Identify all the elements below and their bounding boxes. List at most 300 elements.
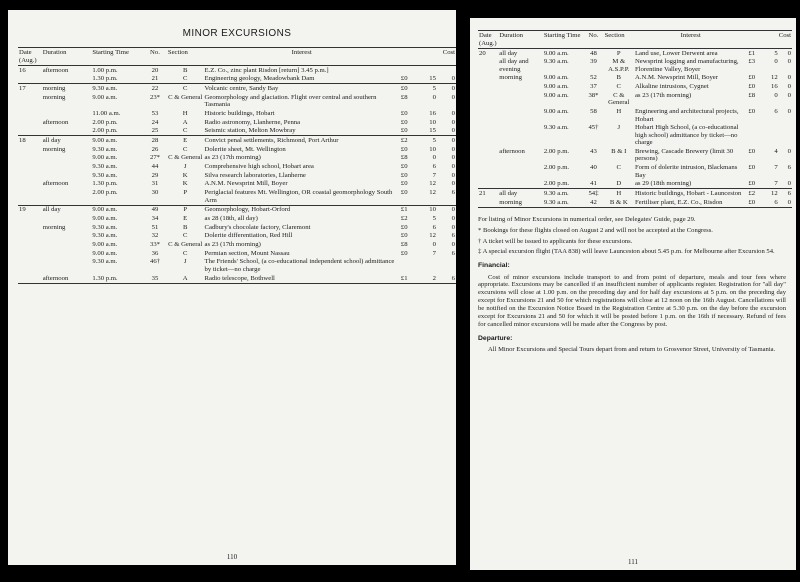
row-duration: morning [498,198,543,207]
row-cost [747,164,792,180]
cost-pounds: £2 [400,136,408,144]
row-interest: Hobart High School, (a co-educational high school) admittance by ticket—no charge [634,124,739,147]
page-number: 111 [628,558,638,566]
cost-shillings: 5 [432,136,436,144]
cost-pounds: £1 [400,274,408,282]
row-start-time: 9.00 a.m. [543,91,569,99]
row-number: 35 [143,274,167,283]
row-cost [400,180,456,189]
row-duration: afternoon [499,147,525,155]
cost-shillings: 5 [432,84,436,92]
table-row [18,162,456,171]
row-duration [42,240,92,249]
financial-heading: Financial: [478,262,510,270]
row-interest: Land use, Lower Derwent area [634,49,747,58]
cost-shillings: 5 [432,214,436,222]
row-number: 42 [583,198,603,207]
row-cost [747,107,792,123]
row-start-time: 2.00 p.m. [543,147,570,155]
cost-pounds: £1 [748,49,756,57]
cost-pence: 0 [451,75,455,83]
table-row [18,145,456,154]
row-number: 41 [583,180,603,189]
cost-shillings: 6 [432,223,436,231]
row-section: B [616,74,621,82]
row-number: 52 [590,74,597,82]
header-cost: Cost [400,48,456,66]
row-section: C & General [168,154,203,162]
row-section: C [167,127,204,136]
cost-pence: 0 [787,108,791,116]
header-duration: Duration [498,31,543,49]
row-cost [400,136,456,145]
departure-heading: Departure: [478,334,513,342]
cost-pounds: £0 [400,75,408,83]
row-date: 19 [18,205,42,214]
table-row [478,164,792,180]
table-row [478,58,792,74]
cost-pounds: £0 [400,189,408,197]
cost-pounds: £0 [748,147,756,155]
row-start-time: 2.00 p.m. [543,164,570,172]
row-section: C & General [168,93,203,101]
row-duration [42,75,92,84]
row-start-time: 9.00 a.m. [91,205,143,214]
note-line: † A ticket will be issued to applicants for these excursions. [478,237,633,245]
header-interest: Interest [204,48,400,66]
row-section: H [604,189,634,198]
financial-text: Cost of minor excursions include transport to and from point of departure, meals and tour fees where appropriate. Excursions may be cancelled if an insufficient number of applicants register. Registration for "all day" excursions will close at 1.00 p.m. on the preceding day and for half day excursions at 5 p.m. on the preceding day except for Excursions 21 and 50 for which registrations will close at 12 noon on the 16th August. Cancellations will be notified on the Excursion Notice Board in the Registration Centre at 5.30 p.m. on the day before the excursion except for Excursions 21 and 50 for which it will be posted before 1 p.m. on the 16th if necessary. Refund of fees for cancelled minor excursions will be made after the Congress by post. [478,273,786,328]
table-header [18,48,456,66]
cost-shillings: 15 [429,75,436,83]
row-number: 45† [588,124,599,132]
row-cost [747,198,792,207]
row-cost [400,93,456,109]
row-interest: Geomorphology, Hobart-Orford [204,205,400,214]
row-date [18,162,42,171]
row-date [478,147,498,163]
row-number: 26 [151,145,159,153]
header-section: Section [167,48,204,66]
row-interest: Dolerite differentiation, Red Hill [204,232,293,240]
row-date [18,188,42,205]
row-section: P [604,49,634,58]
cost-shillings: 7 [774,180,778,188]
row-start-time: 9.00 a.m. [92,93,118,101]
cost-pounds: £0 [400,84,408,92]
cost-pounds: £8 [748,91,756,99]
cost-pence: 0 [787,83,791,91]
row-cost [400,127,456,136]
row-start-time: 9.30 a.m. [92,258,118,266]
row-start-time: 9.00 a.m. [91,136,143,145]
table-row [18,180,456,189]
row-section: C [167,75,204,84]
cost-shillings: 12 [429,232,436,240]
header-no: No. [583,31,603,49]
table-row [18,274,456,283]
cost-pounds: £2 [748,189,756,197]
row-number: 34 [151,214,159,222]
table-row [478,198,792,207]
row-duration [498,91,543,107]
row-duration: morning [42,145,66,153]
cost-pence: 0 [787,180,791,188]
cost-pence: 0 [787,147,791,155]
row-interest: Cadbury's chocolate factory, Claremont [204,223,311,231]
note-line: * Bookings for these flights closed on August 2 and will not be accepted at the Congress. [478,226,713,234]
cost-shillings: 4 [774,147,778,155]
row-duration [498,164,543,180]
cost-pence: 6 [451,274,455,282]
table-header [478,31,792,49]
row-date [478,107,498,123]
row-duration: morning [499,74,522,82]
cost-pence: 0 [451,206,455,214]
row-start-time: 1.00 p.m. [91,66,143,75]
row-cost [747,189,792,198]
cost-pence: 0 [451,84,455,92]
row-duration [42,109,92,118]
cost-shillings: 6 [774,108,778,116]
cost-shillings: 7 [432,249,436,257]
row-start-time: 1.30 p.m. [92,180,118,188]
row-cost [747,91,792,107]
cost-pence: 0 [787,91,791,99]
row-section: J [617,124,621,132]
row-interest: as 23 (17th morning) [204,154,261,162]
row-number: 46† [149,258,160,266]
left-page [8,10,456,565]
table-row [18,66,456,75]
table-row [18,232,456,241]
header-start: Starting Time [543,31,584,49]
row-start-time: 2.00 p.m. [91,188,143,205]
row-interest: Geomorphology and glaciation. Flight over central and southern Tasmania [204,93,377,109]
row-section: C & General [168,240,203,248]
cost-pence: 0 [451,145,455,153]
header-cost: Cost [747,31,792,49]
header-section: Section [604,31,634,49]
cost-pounds: £8 [400,93,408,101]
row-start-time: 9.30 a.m. [92,171,118,179]
right-page [470,18,796,570]
cost-pence: 0 [451,162,455,170]
row-section: C [616,83,621,91]
row-date [18,180,42,189]
row-cost [400,84,456,93]
table-row [18,136,456,145]
table-row [18,171,456,180]
cost-shillings: 0 [432,93,436,101]
row-date [18,75,42,84]
row-interest: Seismic station, Melton Mowbray [204,127,400,136]
row-number: 29 [151,171,159,179]
row-number: 25 [143,127,167,136]
row-date [18,232,42,241]
row-date: 18 [18,136,42,145]
row-cost [400,240,456,249]
cost-pence: 0 [451,180,455,188]
cost-pence: 6 [451,249,455,257]
row-interest: as 29 (18th morning) [634,180,747,189]
row-date [478,164,498,180]
row-date [18,240,42,249]
cost-shillings: 12 [771,74,778,82]
cost-pounds: £0 [400,127,408,135]
row-interest: Historic buildings, Hobart [204,109,275,117]
row-section: P [167,188,204,205]
row-number: 49 [143,205,167,214]
row-cost [400,171,456,180]
row-duration [42,171,92,180]
header-interest: Interest [634,31,747,49]
cost-shillings: 5 [774,49,778,57]
table-row [18,249,456,258]
table-row [478,91,792,107]
row-number: 22 [143,84,167,93]
row-number: 27* [149,154,160,162]
row-cost [400,118,456,127]
cost-shillings: 0 [774,58,778,66]
cost-pounds: £0 [748,108,756,116]
row-interest: Form of dolerite intrusion, Blackmans Bay [634,164,738,179]
cost-pence: 6 [451,189,455,197]
row-duration [42,162,92,171]
cost-pence: 0 [451,240,455,248]
row-start-time: 9.00 a.m. [543,83,569,91]
row-section: K [182,171,188,179]
row-number: 33* [149,240,160,248]
table-row [18,223,456,232]
cost-pounds: £0 [400,232,408,240]
cost-pounds: £0 [400,249,408,257]
row-cost [747,58,792,74]
cost-shillings: 12 [429,180,436,188]
row-number: 38* [588,91,599,99]
row-start-time: 9.00 a.m. [92,154,118,162]
notes-section [478,216,792,354]
table-row [478,83,792,92]
row-date: 16 [18,66,42,75]
table-row [18,118,456,127]
row-interest: Engineering and architectural projects, Hobart [634,108,739,123]
row-start-time: 9.30 a.m. [543,124,569,132]
row-start-time: 9.30 a.m. [92,223,118,231]
row-interest: A.N.M. Newsprint Mill, Boyer [204,180,288,188]
row-interest: Silva research laboratories, Llanherne [204,171,306,179]
row-number: 21 [143,75,167,84]
header-duration: Duration [42,48,92,66]
header-date: Date (Aug.) [479,32,497,47]
cost-pence: 0 [787,49,791,57]
row-interest: as 23 (17th morning) [634,91,692,99]
row-duration [498,107,543,123]
table-row [18,93,456,109]
row-start-time: 9.30 a.m. [92,145,118,153]
row-interest: Comprehensive high school, Hobart area [204,162,314,170]
row-start-time: 9.30 a.m. [543,189,584,198]
row-interest: Historic buildings, Hobart - Launceston [634,189,747,198]
row-number: 51 [151,223,159,231]
row-number: 53 [151,109,159,117]
row-date [18,171,42,180]
row-duration [498,124,543,148]
row-cost [400,274,456,283]
table-row [478,74,792,83]
row-start-time: 2.00 p.m. [91,127,143,136]
row-duration: morning [42,223,66,231]
cost-pence: 0 [787,198,791,206]
row-section: B [182,223,188,231]
row-duration [498,83,543,92]
cost-pounds: £3 [748,58,756,66]
row-cost [400,145,456,154]
row-section: B [167,66,204,75]
header-date: Date (Aug.) [18,48,42,66]
cost-pence: 0 [451,127,455,135]
row-date [478,180,498,189]
table-row [18,127,456,136]
table-row [478,124,792,148]
row-cost [400,223,456,232]
row-duration: afternoon [42,180,69,188]
row-date [18,109,42,118]
row-duration: morning [42,84,92,93]
row-interest: Fertiliser plant, E.Z. Co., Risdon [634,198,747,207]
cost-pounds: £0 [400,162,408,170]
cost-pounds: £8 [400,154,408,162]
row-section: D [604,180,634,189]
row-duration [42,249,92,258]
cost-pence: 0 [787,58,791,66]
cost-shillings: 16 [771,83,778,91]
row-section: C [182,249,188,257]
row-interest: Radio astronomy, Llanherne, Penna [204,118,301,126]
table-row [478,147,792,163]
departure-text: All Minor Excursions and Special Tours depart from and return to Grosvenor Street, University of Tasmania. [488,346,776,354]
row-start-time: 9.00 a.m. [543,74,569,82]
row-start-time: 9.30 a.m. [543,198,584,207]
row-date [478,198,498,207]
cost-pence: 0 [451,214,455,222]
row-duration: afternoon [42,274,92,283]
cost-pounds: £0 [748,198,756,206]
cost-pounds: £8 [400,240,408,248]
row-duration [42,154,92,163]
cost-pounds: £0 [400,223,408,231]
row-duration [498,180,543,189]
cost-pence: 6 [787,189,791,197]
cost-pence: 0 [451,109,455,117]
table-row [18,75,456,84]
cost-shillings: 0 [774,91,778,99]
row-interest: Radio telescope, Bothwell [204,274,400,283]
note-line: For listing of Minor Excursions in numerical order, see Delegates' Guide, page 29. [478,215,696,223]
table-row [18,109,456,118]
cost-pounds: £1 [400,206,408,214]
row-number: 30 [143,188,167,205]
cost-pounds: £0 [748,180,756,188]
cost-pounds: £0 [400,180,408,188]
cost-pence: 6 [787,164,791,172]
cost-pence: 0 [451,118,455,126]
row-start-time: 9.00 a.m. [543,49,584,58]
cost-shillings: 2 [432,274,436,282]
row-number: 48 [583,49,603,58]
row-number: 31 [151,180,159,188]
cost-pounds: £0 [400,118,408,126]
row-start-time: 1.30 p.m. [91,274,143,283]
row-date [18,223,42,232]
page-title: MINOR EXCURSIONS [182,28,292,39]
row-date [18,258,42,274]
row-duration [42,258,92,274]
row-number: 36 [151,249,159,257]
row-date [18,118,42,127]
row-date [478,83,498,92]
cost-pounds: £2 [400,214,408,222]
row-interest: A.N.M. Newsprint Mill, Boyer [634,74,718,82]
excursions-table-right [478,30,792,208]
cost-pence: 6 [451,232,455,240]
row-start-time: 2.00 p.m. [92,118,118,126]
cost-pence: 0 [787,74,791,82]
row-section: B & K [604,198,634,207]
row-date [18,154,42,163]
row-interest: Periglacial features Mt. Wellington, OR coastal geomorphology South Arm [204,188,400,205]
row-duration [42,232,92,241]
row-interest: Brewing, Cascade Brewery (limit 30 persons) [634,147,734,163]
row-cost [747,74,792,83]
row-cost [400,109,456,118]
row-interest: Alkaline intrusions, Cygnet [634,83,709,91]
row-date [478,74,498,83]
row-cost [747,147,792,163]
row-section: B & I [611,147,627,155]
row-number: 39 [590,58,597,66]
cost-shillings: 7 [432,171,436,179]
cost-pounds: £0 [400,171,408,179]
cost-pence: 0 [451,223,455,231]
row-cost [747,180,792,189]
row-duration: afternoon [42,66,92,75]
table-row [18,84,456,93]
row-start-time: 1.30 p.m. [91,75,143,84]
row-start-time: 9.30 a.m. [92,232,118,240]
row-cost [747,49,792,58]
row-section: A [182,118,188,126]
cost-shillings: 6 [774,198,778,206]
row-number: 28 [143,136,167,145]
row-number: 23* [149,93,160,101]
cost-shillings: 16 [429,109,436,117]
cost-shillings: 7 [774,164,778,172]
row-duration [42,188,92,205]
table-row [18,214,456,223]
row-start-time: 9.00 a.m. [543,108,569,116]
row-start-time: 11.00 a.m. [92,109,121,117]
row-start-time: 9.30 a.m. [92,162,118,170]
cost-shillings: 0 [432,240,436,248]
row-duration: all day [42,205,92,214]
row-cost [400,249,456,258]
row-interest: Engineering geology, Meadowbank Dam [204,75,400,84]
row-section: H [616,108,622,116]
row-section: C & General [608,91,630,107]
row-interest: The Friends' School, (a co-educational independent school) admittance by ticket—no charge [204,258,395,273]
cost-shillings: 15 [429,127,436,135]
